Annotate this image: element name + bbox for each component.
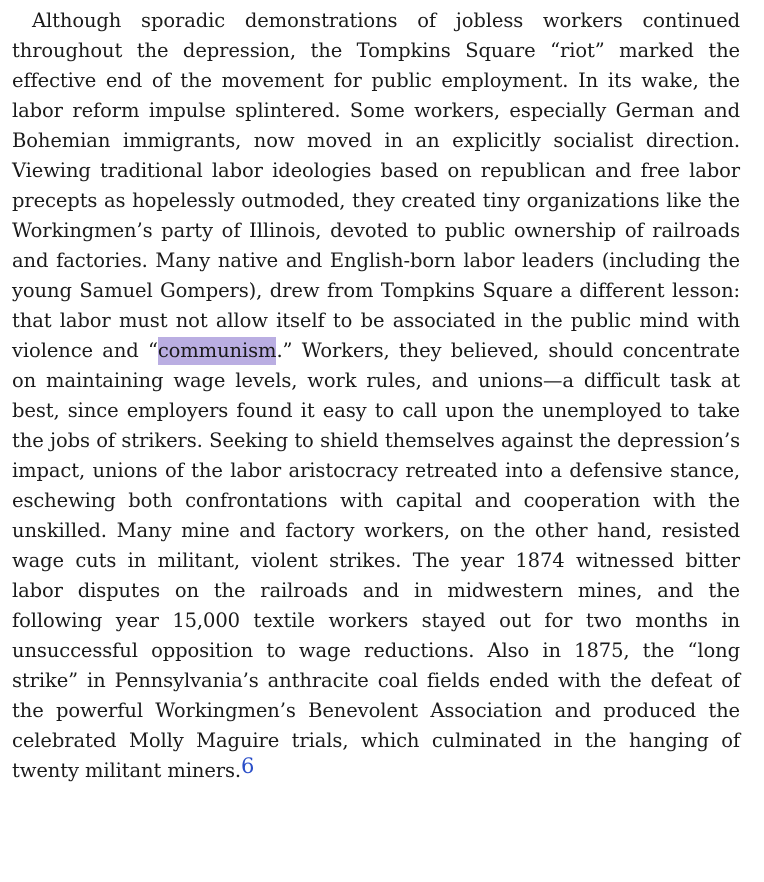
paragraph-text-after: .” Workers, they believed, should concentrate on maintaining wage levels, work rules, and unions—a difficult task at best, since employers found it easy to call upon the unemployed to take the jobs of strikers. Seeking to shield themselves against the depression’s impact, unions of the labor aristocracy retreated into a defensive stance, eschewing both confrontations with capital and cooperation with the unskilled. Many mine and factory workers, on the other hand, resisted wage cuts in militant, violent strikes. The year 1874 witnessed bitter labor disputes on the railroads and in midwestern mines, and the following year 15,000 textile workers stayed out for two months in unsuccessful opposition to wage reductions. Also in 1875, the “long strike” in Pennsylvania’s anthracite coal fields ended with the defeat of the powerful Workingmen’s Benevolent Association and produced the celebrated Molly Maguire trials, which culminated in the hanging of twenty militant miners. xyxy=(12,339,740,782)
paragraph-text-before: Although sporadic demonstrations of jobless workers continued throughout the depression, the Tompkins Square “riot” marked the effective end of the movement for public employment. In its wake, the labor reform impulse splintered. Some workers, especially German and Bohemian immigrants, now moved in an explicitly socialist direction. Viewing traditional labor ideologies based on republican and free labor precepts as hopelessly outmoded, they created tiny organizations like the Workingmen’s party of Illinois, devoted to public ownership of railroads and factories. Many native and English-born labor leaders (including the young Samuel Gompers), drew from Tompkins Square a different lesson: that labor must not allow itself to be associated in the public mind with violence and “ xyxy=(12,9,740,362)
footnote-link[interactable]: 6 xyxy=(241,754,255,778)
body-paragraph xyxy=(12,6,740,786)
highlighted-word[interactable]: communism xyxy=(158,337,277,365)
reader-page xyxy=(12,6,740,786)
